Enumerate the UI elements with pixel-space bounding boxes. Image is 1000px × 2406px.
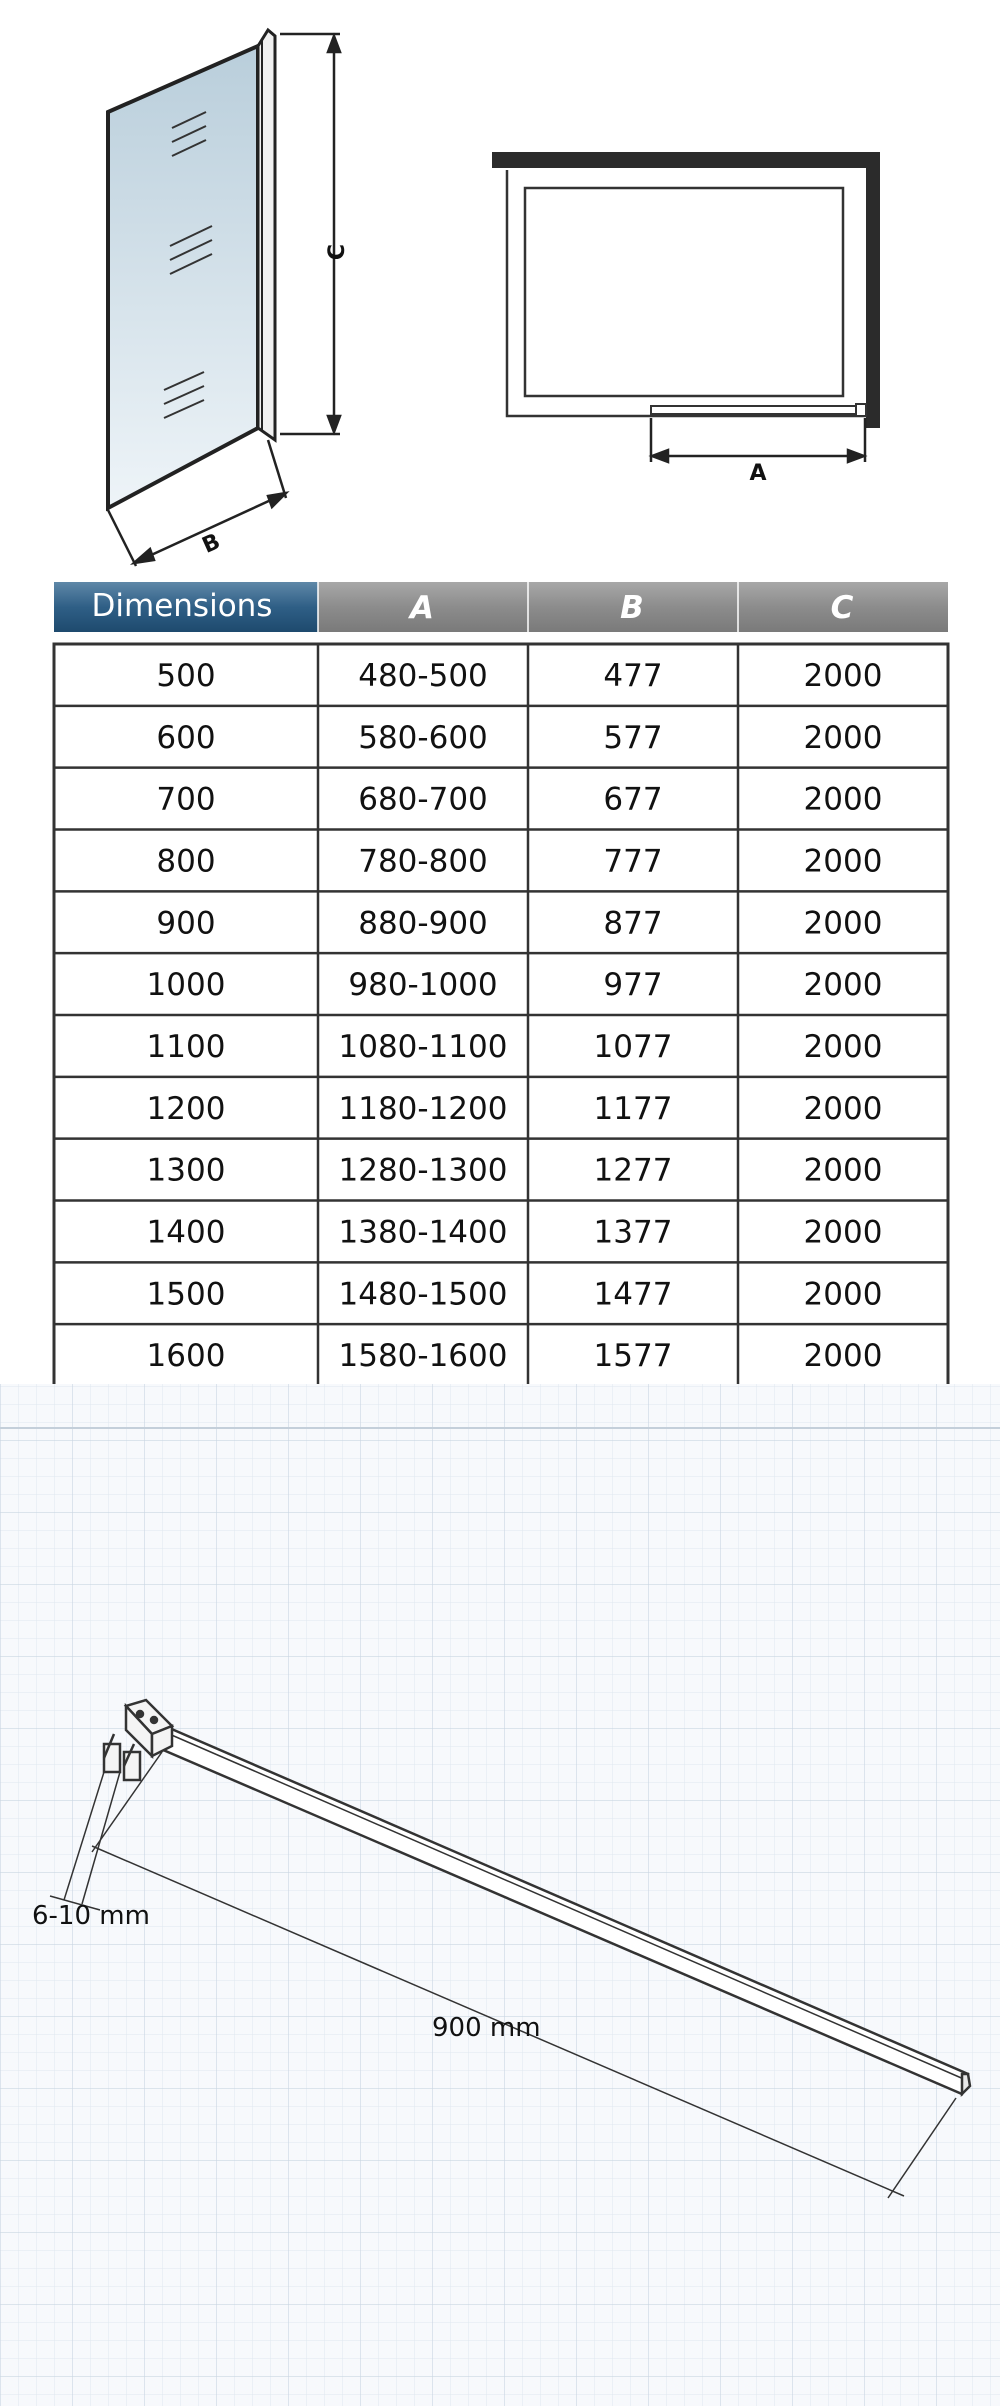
table-cell: 877 [603,905,663,942]
table-cell: 1000 [146,967,226,1004]
table-cell: 1080-1100 [338,1028,508,1065]
table-cell: 677 [603,781,663,818]
height-label: C [325,243,350,261]
table-cell: 1277 [593,1152,673,1189]
table-cell: 580-600 [358,719,488,756]
table-cell: 500 [156,657,216,694]
wall-profile [258,30,275,440]
table-cell: 2000 [803,1152,883,1189]
table-cell: 1077 [593,1028,673,1065]
table-cell: 2000 [803,843,883,880]
adjust-dimension [651,418,865,462]
table-cell: 2000 [803,1338,883,1375]
table-cell: 480-500 [358,657,488,694]
support-bar-section [0,1384,1000,2406]
table-cell: 1300 [146,1152,226,1189]
header-b: B [620,590,644,626]
table-cell: 880-900 [358,905,488,942]
header-dimensions: Dimensions [91,588,273,624]
table-cell: 2000 [803,1214,883,1251]
table-cell: 2000 [803,657,883,694]
side-wall [866,152,880,428]
width-label: B [198,529,225,559]
header-c: C [830,590,854,626]
table-cell: 2000 [803,905,883,942]
table-cell: 1100 [146,1028,226,1065]
table-cell: 477 [603,657,663,694]
table-cell: 2000 [803,719,883,756]
dimensions-table [54,582,948,1386]
table-cell: 1600 [146,1338,226,1375]
table-cell: 900 [156,905,216,942]
table-cell: 1280-1300 [338,1152,508,1189]
panel-top-view [651,406,863,414]
table-cell: 980-1000 [348,967,498,1004]
table-cell: 1577 [593,1338,673,1375]
table-cell: 780-800 [358,843,488,880]
top-view-drawing [492,152,880,486]
table-cell: 1480-1500 [338,1276,508,1313]
table-cell: 977 [603,967,663,1004]
table-cell: 2000 [803,781,883,818]
table-cell: 1377 [593,1214,673,1251]
table-cell: 577 [603,719,663,756]
table-cell: 1177 [593,1090,673,1127]
header-a: A [410,590,434,626]
glass-thickness-label: 6-10 mm [32,1901,150,1931]
table-cell: 680-700 [358,781,488,818]
table-cell: 1400 [146,1214,226,1251]
table-cell: 1200 [146,1090,226,1127]
glass-panel-drawing [108,30,350,566]
table-cell: 2000 [803,1276,883,1313]
table-cell: 2000 [803,1090,883,1127]
table-cell: 2000 [803,967,883,1004]
height-dimension [280,34,340,434]
table-cell: 700 [156,781,216,818]
table-cell: 2000 [803,1028,883,1065]
glass-pane [108,46,258,508]
table-cell: 1500 [146,1276,226,1313]
bar-length-label: 900 mm [432,2013,541,2043]
table-cell: 1580-1600 [338,1338,508,1375]
table-cell: 777 [603,843,663,880]
table-cell: 600 [156,719,216,756]
back-wall [492,152,880,168]
table-cell: 1380-1400 [338,1214,508,1251]
table-cell: 1477 [593,1276,673,1313]
table-cell: 1180-1200 [338,1090,508,1127]
table-cell: 800 [156,843,216,880]
adjust-label: A [749,461,767,486]
